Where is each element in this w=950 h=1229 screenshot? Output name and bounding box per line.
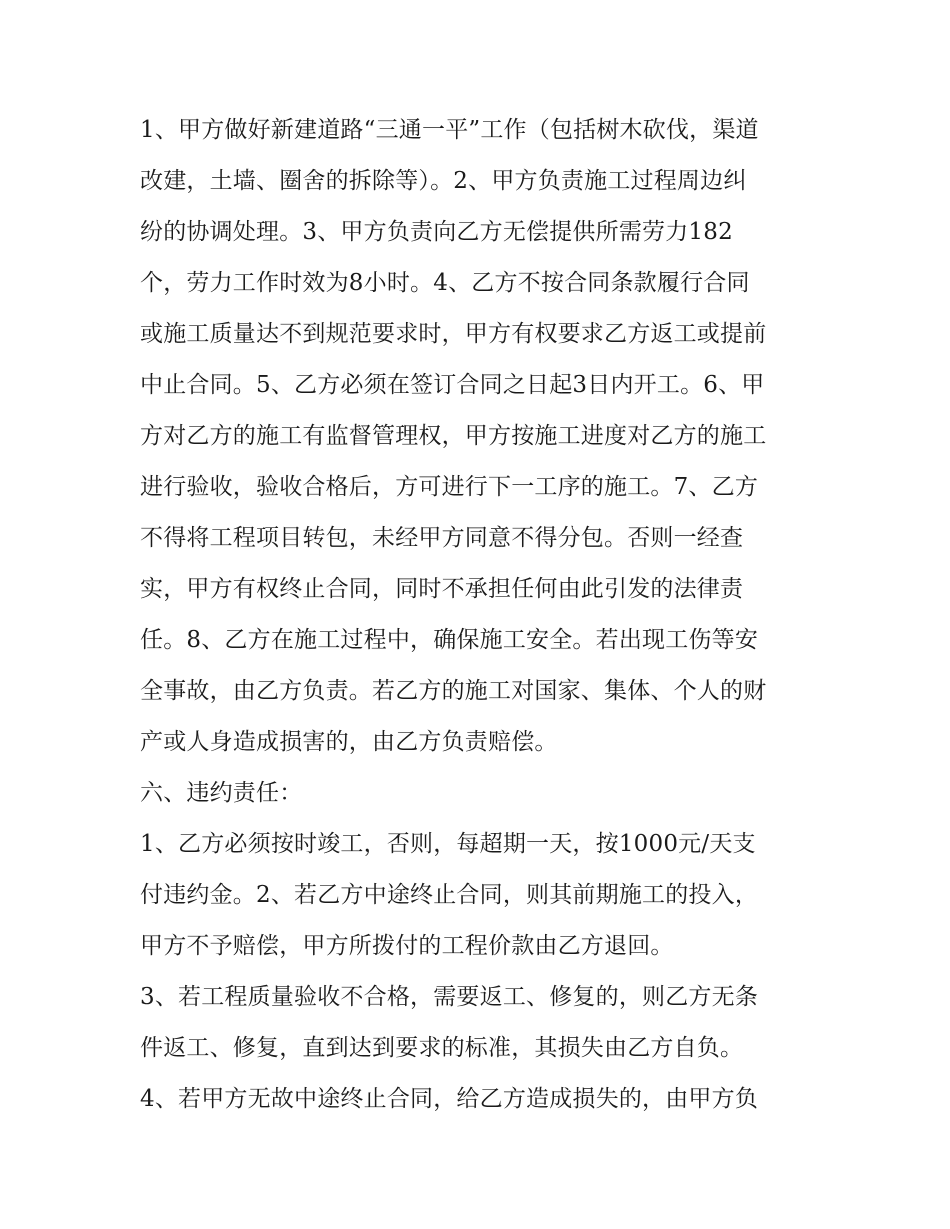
text-line: 1、甲方做好新建道路“三通一平”工作（包括树木砍伐，渠道	[140, 117, 759, 143]
text-line: 3、若工程质量验收不合格，需要返工、修复的，则乙方无条	[140, 984, 759, 1010]
text-line: 件返工、修复，直到达到要求的标准，其损失由乙方自负。	[140, 1035, 744, 1061]
text-line: 甲方不予赔偿，甲方所拨付的工程价款由乙方退回。	[140, 933, 674, 959]
text-line: 中止合同。5、乙方必须在签订合同之日起3日内开工。6、甲	[140, 372, 765, 398]
text-line: 个，劳力工作时效为8小时。4、乙方不按合同条款履行合同	[140, 270, 750, 296]
text-line: 产或人身造成损害的，由乙方负责赔偿。	[140, 729, 558, 755]
text-line: 不得将工程项目转包，未经甲方同意不得分包。否则一经查	[140, 525, 744, 551]
text-line: 进行验收，验收合格后，方可进行下一工序的施工。7、乙方	[140, 474, 759, 500]
text-line: 任。8、乙方在施工过程中，确保施工安全。若出现工伤等安	[140, 627, 759, 653]
text-line: 纷的协调处理。3、甲方负责向乙方无偿提供所需劳力182	[140, 219, 733, 245]
text-line: 全事故，由乙方负责。若乙方的施工对国家、集体、个人的财	[140, 678, 767, 704]
text-line: 改建，土墙、圈舍的拆除等）。2、甲方负责施工过程周边纠	[140, 168, 747, 194]
text-line: 实，甲方有权终止合同，同时不承担任何由此引发的法律责	[140, 576, 744, 602]
text-line: 方对乙方的施工有监督管理权，甲方按施工进度对乙方的施工	[140, 423, 767, 449]
section-heading: 六、违约责任：	[140, 780, 303, 806]
document-body	[140, 105, 820, 1125]
text-line: 1、乙方必须按时竣工，否则，每超期一天，按1000元/天支	[140, 831, 756, 857]
text-line: 4、若甲方无故中途终止合同，给乙方造成损失的，由甲方负	[140, 1086, 759, 1112]
text-line: 付违约金。2、若乙方中途终止合同，则其前期施工的投入，	[140, 882, 759, 908]
text-line: 或施工质量达不到规范要求时，甲方有权要求乙方返工或提前	[140, 321, 767, 347]
